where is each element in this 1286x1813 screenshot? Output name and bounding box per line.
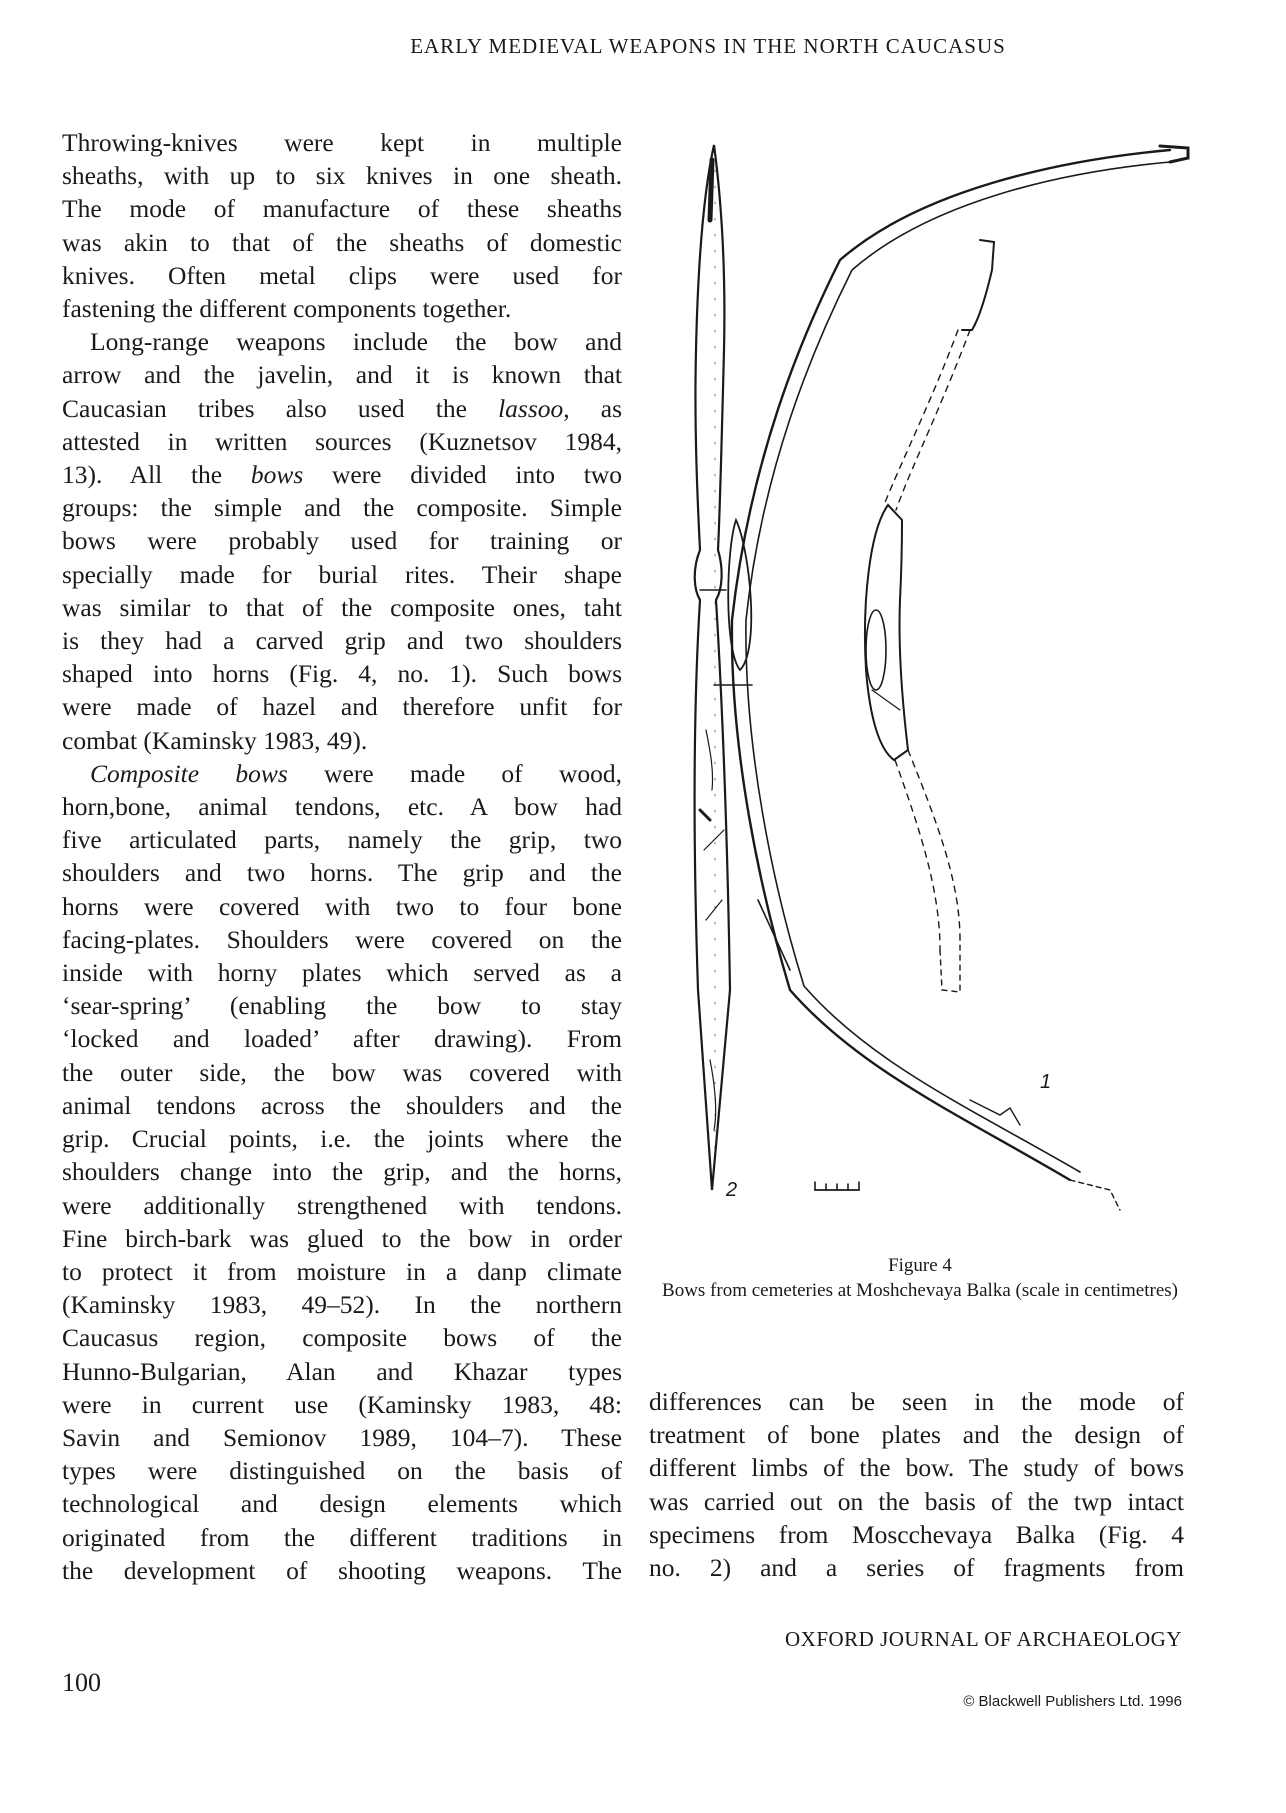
text-line: is they had a carved grip and two shoulders: [62, 626, 622, 656]
text-line: Fine birch-bark was glued to the bow in order: [62, 1223, 622, 1253]
text-line: the outer side, the bow was covered with: [62, 1057, 622, 1087]
text-line: attested in written sources (Kuznetsov 1984,: [62, 426, 622, 456]
text-line: originated from the different traditions in: [62, 1522, 622, 1552]
text-line: The mode of manufacture of these sheaths: [62, 194, 622, 224]
text-line: grip. Crucial points, i.e. the joints where the: [62, 1124, 622, 1154]
left-column-text: [62, 126, 622, 1587]
text-line: technological and design elements which: [62, 1489, 622, 1519]
text-line: (Kaminsky 1983, 49–52). In the northern: [62, 1290, 622, 1320]
text-line: differences can be seen in the mode of: [649, 1387, 1184, 1416]
text-line: were made of hazel and therefore unfit for: [62, 692, 622, 722]
figure-caption: [640, 1253, 1200, 1303]
text-line: knives. Often metal clips were used for: [62, 260, 622, 290]
text-line: facing-plates. Shoulders were covered on the: [62, 924, 622, 954]
text-line-lassoo: Caucasian tribes also used the lassoo, as: [62, 393, 622, 423]
text-line: combat (Kaminsky 1983, 49).: [62, 725, 368, 755]
text-line: ‘locked and loaded’ after drawing). From: [62, 1024, 622, 1054]
text-line: Hunno-Bulgarian, Alan and Khazar types: [62, 1356, 622, 1386]
bow-2-drawing: [695, 145, 731, 1190]
text-line: was carried out on the basis of the twp intact: [649, 1486, 1184, 1516]
bow-1-drawing: [865, 240, 994, 992]
text-line: treatment of bone plates and the design of: [649, 1420, 1184, 1450]
text-line: Long-range weapons include the bow and: [90, 327, 622, 357]
figure-label-2: 2: [726, 1179, 738, 1201]
text-line: Savin and Semionov 1989, 104–7). These: [62, 1422, 622, 1452]
scale-bar: [815, 1182, 859, 1190]
text-line: specially made for burial rites. Their shape: [62, 559, 622, 589]
text-line-bows: 13). All the bows were divided into two: [62, 460, 623, 490]
text-line: were in current use (Kaminsky 1983, 48:: [62, 1389, 622, 1419]
text-line: was akin to that of the sheaths of domestic: [62, 227, 622, 257]
text-line: shaped into horns (Fig. 4, no. 1). Such bows: [62, 659, 622, 689]
text-line: specimens from Moscchevaya Balka (Fig. 4: [649, 1519, 1184, 1549]
text-line: inside with horny plates which served as a: [62, 958, 622, 988]
text-line: bows were probably used for training or: [62, 526, 622, 556]
copyright-notice: © Blackwell Publishers Ltd. 1996: [963, 1693, 1182, 1710]
figure-label-1: 1: [1040, 1071, 1052, 1093]
text-line: the development of shooting weapons. The: [62, 1555, 622, 1585]
text-line: no. 2) and a series of fragments from: [649, 1553, 1184, 1583]
text-line: animal tendons across the shoulders and the: [62, 1090, 622, 1120]
text-line: were additionally strengthened with tendons.: [62, 1190, 622, 1220]
text-line: Caucasus region, composite bows of the: [62, 1323, 622, 1353]
page-number: 100: [62, 1668, 101, 1697]
text-line: sheaths, with up to six knives in one sheath.: [62, 161, 622, 191]
text-line: horn,bone, animal tendons, etc. A bow had: [62, 792, 622, 822]
text-line-composite: Composite bows were made of wood,: [90, 758, 622, 788]
text-line: groups: the simple and the composite. Simple: [62, 493, 622, 523]
journal-name: OXFORD JOURNAL OF ARCHAEOLOGY: [784, 1627, 1182, 1651]
text-line: arrow and the javelin, and it is known that: [62, 360, 622, 390]
text-line: five articulated parts, namely the grip, two: [62, 825, 622, 855]
figure-caption-title: Figure 4: [888, 1255, 952, 1276]
text-line: fastening the different components together.: [62, 294, 512, 324]
text-line: horns were covered with two to four bone: [62, 891, 622, 921]
text-line: shoulders change into the grip, and the horns,: [62, 1157, 622, 1187]
text-line: Throwing-knives were kept in multiple: [62, 128, 622, 157]
figure-caption-text: Bows from cemeteries at Moshchevaya Balka (scale in centimetres): [662, 1280, 1178, 1301]
bow-large-drawing: [728, 146, 1188, 1210]
running-title: EARLY MEDIEVAL WEAPONS IN THE NORTH CAUCASUS: [410, 34, 1006, 58]
text-line: was similar to that of the composite ones, taht: [62, 592, 622, 622]
text-line: shoulders and two horns. The grip and the: [62, 858, 622, 888]
text-line: ‘sear-spring’ (enabling the bow to stay: [62, 991, 622, 1021]
right-column-text: [649, 1385, 1184, 1584]
text-line: to protect it from moisture in a danp climate: [62, 1256, 622, 1286]
text-line: different limbs of the bow. The study of bows: [649, 1453, 1184, 1483]
text-line: types were distinguished on the basis of: [62, 1456, 622, 1486]
figure-bows-drawing: [640, 130, 1200, 1230]
